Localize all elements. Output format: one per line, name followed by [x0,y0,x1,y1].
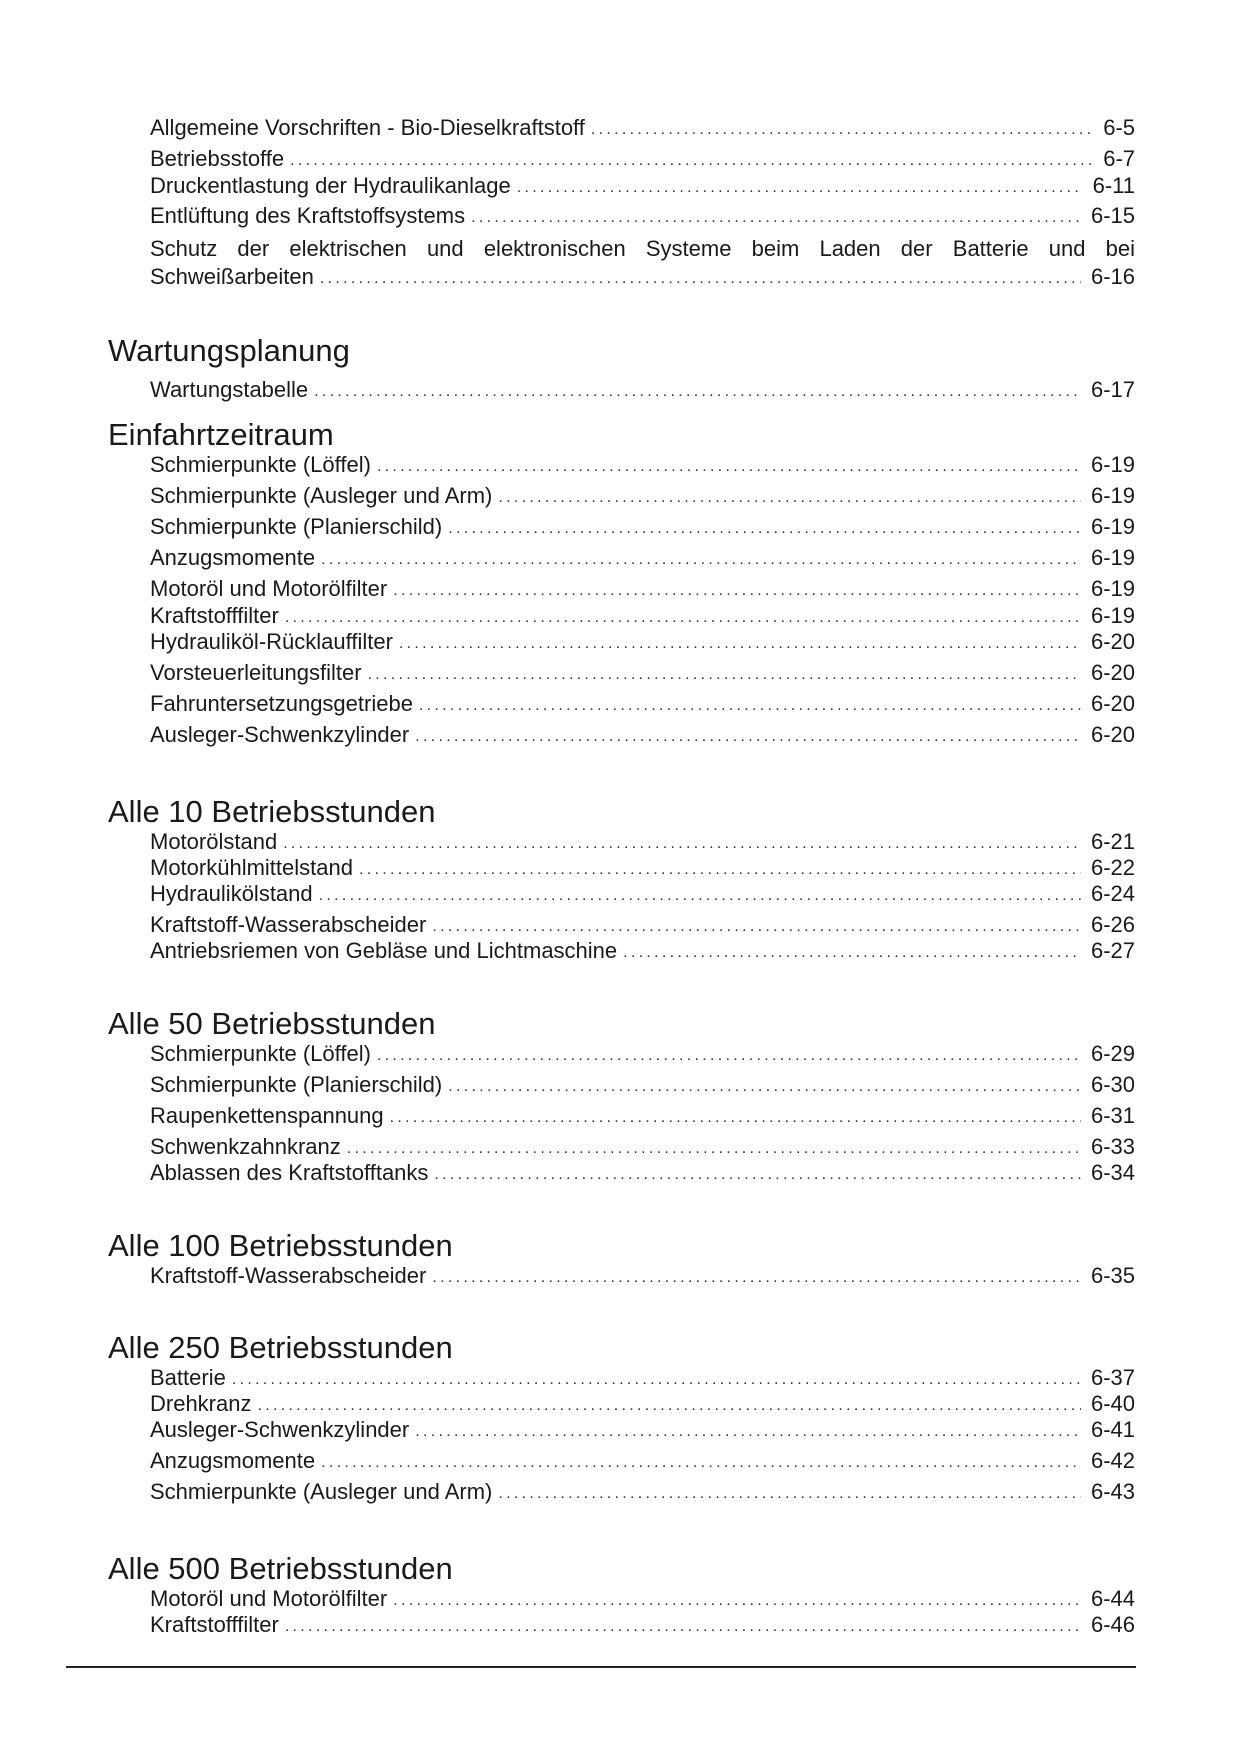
toc-entry-label: Anzugsmomente [150,545,316,570]
dot-leader [448,518,1081,540]
section-heading: Wartungsplanung [108,333,350,368]
toc-entry[interactable] [150,938,1135,964]
toc-entry[interactable] [150,483,1135,509]
dot-leader [319,885,1081,907]
dot-leader [285,607,1081,629]
toc-entry[interactable] [150,881,1135,907]
section-heading: Alle 10 Betriebsstunden [108,794,436,829]
toc-entry[interactable] [150,629,1135,655]
toc-entry-page: 6-27 [1090,938,1135,963]
toc-entry-label: Antriebsriemen von Gebläse und Lichtmaschine [150,938,618,963]
toc-entry-label: Schmierpunkte (Planierschild) [150,514,443,539]
toc-entry-page: 6-33 [1090,1134,1135,1159]
toc-entry[interactable] [150,912,1135,938]
toc-entry[interactable] [150,1103,1135,1129]
toc-entry-page: 6-20 [1090,629,1135,654]
toc-entry-page: 6-19 [1090,603,1135,628]
dot-leader [471,207,1081,229]
toc-entry-page: 6-19 [1090,576,1135,601]
toc-entry-page: 6-24 [1090,881,1135,906]
toc-entry-page: 6-20 [1090,691,1135,716]
toc-entry[interactable] [150,1391,1135,1417]
dot-leader [448,1076,1081,1098]
toc-entry-label: Schmierpunkte (Ausleger und Arm) [150,483,493,508]
toc-entry-label: Schmierpunkte (Löffel) [150,452,371,477]
toc-entry[interactable] [150,377,1135,403]
toc-entry[interactable] [150,1072,1135,1098]
toc-entry-label: Motoröl und Motorölfilter [150,1586,388,1611]
toc-entry-page: 6-30 [1090,1072,1135,1097]
toc-entry-label: Schmierpunkte (Löffel) [150,1041,371,1066]
toc-entry-page: 6-29 [1090,1041,1135,1066]
toc-entry-page: 6-15 [1090,203,1135,228]
toc-entry-label: Wartungstabelle [150,377,309,402]
toc-entry-page: 6-22 [1090,855,1135,880]
toc-entry-page: 6-20 [1090,722,1135,747]
footer-rule [66,1666,1136,1668]
dot-leader [390,1107,1081,1129]
toc-entry[interactable] [150,1586,1135,1612]
toc-entry-label: Batterie [150,1365,226,1390]
dot-leader [257,1395,1080,1417]
toc-entry-label: Kraftstofffilter [150,603,279,628]
toc-entry-page: 6-19 [1090,483,1135,508]
section-heading: Alle 50 Betriebsstunden [108,1006,436,1041]
toc-entry-page: 6-34 [1090,1160,1135,1185]
toc-entry-label: Motorkühlmittelstand [150,855,353,880]
dot-leader [314,381,1081,403]
toc-entry-page: 6-11 [1092,173,1135,198]
toc-entry[interactable] [150,1479,1135,1505]
toc-entry[interactable] [150,1041,1135,1067]
dot-leader [321,549,1081,571]
dot-leader [393,1590,1081,1612]
section-heading: Alle 250 Betriebsstunden [108,1330,453,1365]
dot-leader [283,833,1081,855]
toc-entry-label: Druckentlastung der Hydraulikanlage [150,173,511,198]
toc-entry-page: 6-31 [1090,1103,1135,1128]
toc-entry-label: Allgemeine Vorschriften - Bio-Dieselkraftstoff [150,115,585,140]
toc-entry-page: 6-16 [1090,264,1135,289]
toc-entry[interactable] [150,264,1135,290]
toc-entry-label: Vorsteuerleitungsfilter [150,660,362,685]
dot-leader [347,1138,1081,1160]
dot-leader [377,456,1081,478]
dot-leader [359,859,1081,881]
toc-entry-label: Kraftstoff-Wasserabscheider [150,1263,427,1288]
toc-entry-page: 6-43 [1090,1479,1135,1504]
section-heading: Einfahrtzeitraum [108,417,334,452]
toc-entry-page: 6-44 [1090,1586,1135,1611]
dot-leader [415,726,1081,748]
toc-entry-label: Schmierpunkte (Ausleger und Arm) [150,1479,493,1504]
toc-entry-label: Raupenkettenspannung [150,1103,384,1128]
toc-entry-page: 6-5 [1103,115,1135,140]
dot-leader [498,1483,1081,1505]
section-heading: Alle 100 Betriebsstunden [108,1228,453,1263]
toc-entry-label: Ausleger-Schwenkzylinder [150,1417,410,1442]
toc-entry[interactable] [150,1417,1135,1443]
toc-entry-page: 6-40 [1090,1391,1135,1416]
toc-entry[interactable] [150,545,1135,571]
toc-entry-page: 6-46 [1090,1612,1135,1637]
toc-entry[interactable] [150,1365,1135,1391]
toc-entry[interactable] [150,691,1135,717]
toc-entry-label: Kraftstofffilter [150,1612,279,1637]
toc-entry[interactable] [150,146,1135,172]
toc-entry[interactable] [150,660,1135,686]
toc-entry-wrapped-line[interactable]: Schutz der elektrischen und elektronischen Systeme beim Laden der Batterie und bei [150,236,1135,261]
toc-entry-page: 6-19 [1090,452,1135,477]
dot-leader [393,580,1081,602]
dot-leader [377,1045,1081,1067]
toc-entry[interactable] [150,829,1135,855]
toc-entry-page: 6-37 [1090,1365,1135,1390]
dot-leader [320,268,1081,290]
toc-entry-page: 6-35 [1090,1263,1135,1288]
toc-entry-label: Schweißarbeiten [150,264,314,289]
toc-entry[interactable] [150,603,1135,629]
dot-leader [419,695,1081,717]
toc-entry-label: Fahruntersetzungsgetriebe [150,691,413,716]
toc-entry[interactable] [150,576,1135,602]
section-heading: Alle 500 Betriebsstunden [108,1551,453,1586]
dot-leader [517,177,1083,199]
toc-entry-label: Motoröl und Motorölfilter [150,576,388,601]
toc-entry-page: 6-41 [1090,1417,1135,1442]
toc-entry[interactable] [150,173,1135,199]
toc-entry[interactable] [150,1612,1135,1638]
dot-leader [232,1369,1081,1391]
toc-entry-label: Hydrauliköl-Rücklauffilter [150,629,393,654]
toc-entry-page: 6-7 [1103,146,1135,171]
toc-entry-page: 6-19 [1090,545,1135,570]
dot-leader [415,1421,1081,1443]
toc-entry-label: Hydraulikölstand [150,881,313,906]
toc-entry-label: Schmierpunkte (Planierschild) [150,1072,443,1097]
dot-leader [623,942,1081,964]
toc-entry-label: Ausleger-Schwenkzylinder [150,722,410,747]
toc-entry-label: Drehkranz [150,1391,252,1416]
dot-leader [368,664,1081,686]
toc-entry[interactable] [150,203,1135,229]
dot-leader [498,487,1081,509]
dot-leader [434,1164,1081,1186]
toc-entry-label: Entlüftung des Kraftstoffsystems [150,203,466,228]
toc-entry-page: 6-21 [1090,829,1135,854]
toc-entry[interactable] [150,1160,1135,1186]
toc-entry-label: Anzugsmomente [150,1448,316,1473]
toc-entry-page: 6-42 [1090,1448,1135,1473]
toc-entry-page: 6-26 [1090,912,1135,937]
toc-entry-label: Ablassen des Kraftstofftanks [150,1160,429,1185]
dot-leader [432,916,1081,938]
toc-entry-page: 6-20 [1090,660,1135,685]
toc-entry[interactable] [150,1263,1135,1289]
toc-entry-page: 6-17 [1090,377,1135,402]
toc-entry-page: 6-19 [1090,514,1135,539]
dot-leader [321,1452,1081,1474]
dot-leader [285,1616,1081,1638]
toc-entry[interactable] [150,115,1135,141]
dot-leader [290,150,1093,172]
toc-entry-label: Motorölstand [150,829,278,854]
toc-entry-label: Betriebsstoffe [150,146,285,171]
dot-leader [432,1267,1081,1289]
toc-entry[interactable] [150,722,1135,748]
dot-leader [591,119,1093,141]
toc-entry[interactable] [150,1448,1135,1474]
toc-entry[interactable] [150,452,1135,478]
toc-entry[interactable] [150,1134,1135,1160]
dot-leader [399,633,1081,655]
toc-entry-label: Schwenkzahnkranz [150,1134,341,1159]
toc-entry-label: Kraftstoff-Wasserabscheider [150,912,427,937]
toc-entry[interactable] [150,855,1135,881]
toc-entry[interactable] [150,514,1135,540]
